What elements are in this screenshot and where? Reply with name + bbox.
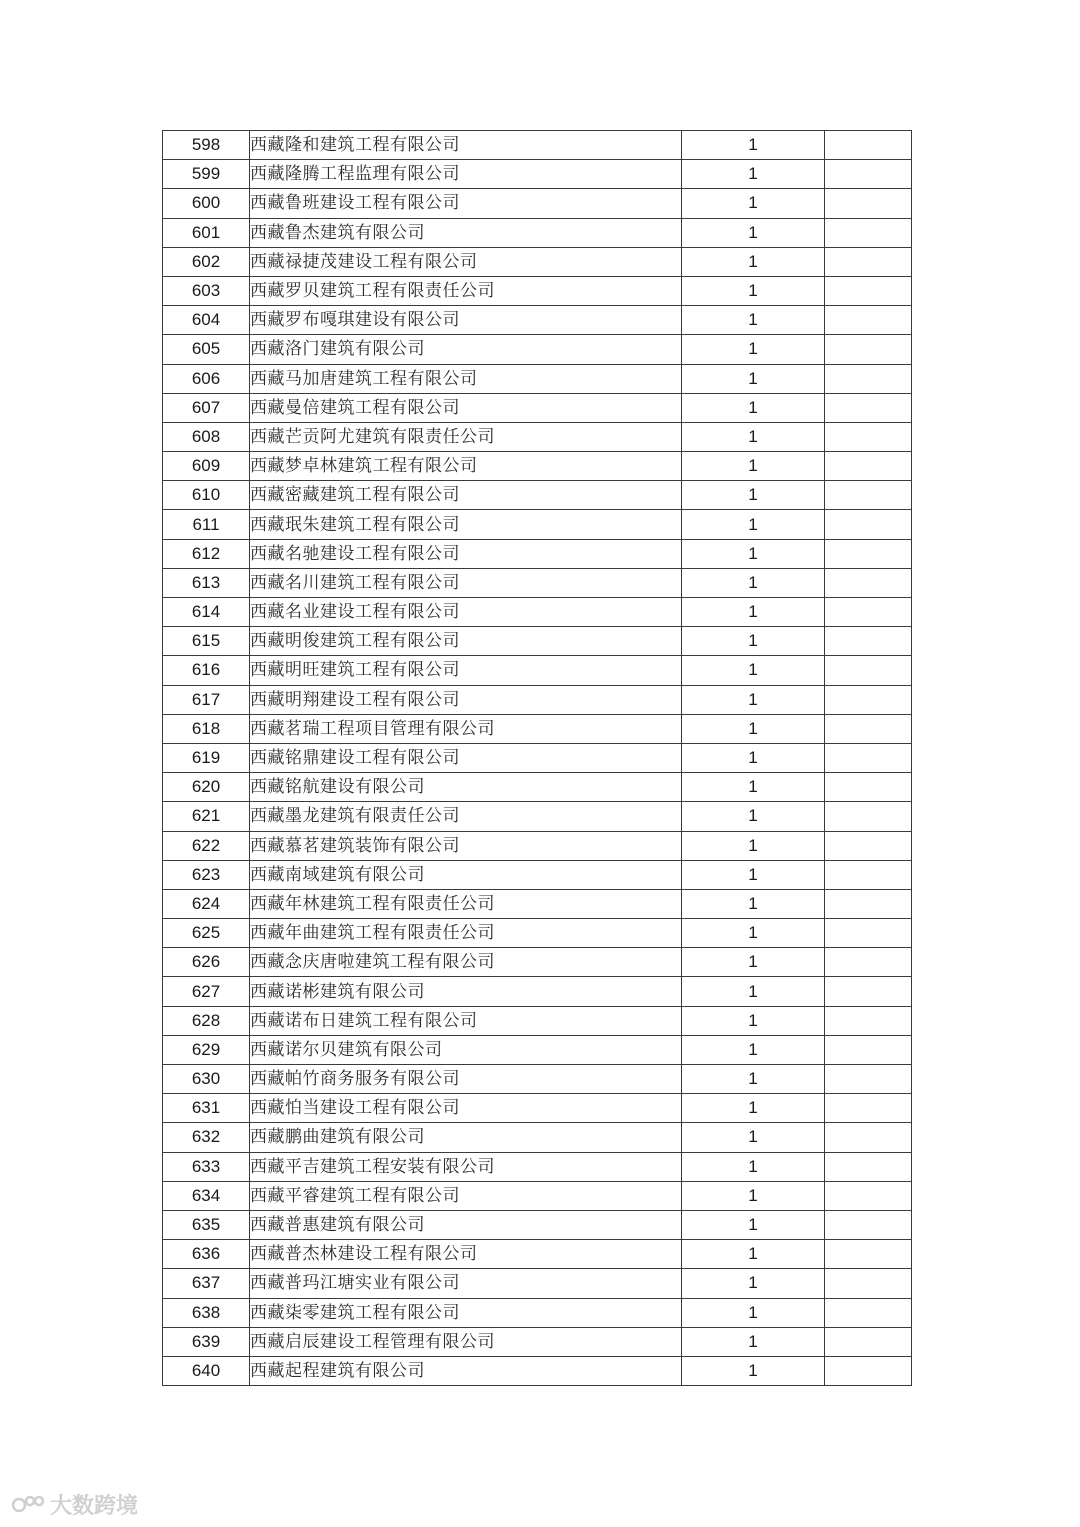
company-name-cell: 西藏帕竹商务服务有限公司 — [250, 1065, 682, 1094]
row-number-cell: 639 — [163, 1327, 250, 1356]
count-cell: 1 — [682, 1006, 825, 1035]
table-row — [163, 1123, 912, 1152]
table-row — [163, 598, 912, 627]
table-row — [163, 218, 912, 247]
row-number-cell: 623 — [163, 860, 250, 889]
row-number-cell: 616 — [163, 656, 250, 685]
table-row — [163, 1269, 912, 1298]
company-name-cell: 西藏年林建筑工程有限责任公司 — [250, 889, 682, 918]
note-cell — [825, 1327, 912, 1356]
row-number-cell: 604 — [163, 306, 250, 335]
note-cell — [825, 1065, 912, 1094]
company-name-cell: 西藏禄捷茂建设工程有限公司 — [250, 247, 682, 276]
row-number-cell: 612 — [163, 539, 250, 568]
company-name-cell: 西藏名业建设工程有限公司 — [250, 598, 682, 627]
note-cell — [825, 802, 912, 831]
company-name-cell: 西藏诺尔贝建筑有限公司 — [250, 1035, 682, 1064]
company-name-cell: 西藏罗布嘎琪建设有限公司 — [250, 306, 682, 335]
company-name-cell: 西藏名川建筑工程有限公司 — [250, 568, 682, 597]
table-row — [163, 977, 912, 1006]
note-cell — [825, 831, 912, 860]
table-row — [163, 919, 912, 948]
row-number-cell: 632 — [163, 1123, 250, 1152]
row-number-cell: 626 — [163, 948, 250, 977]
company-name-cell: 西藏起程建筑有限公司 — [250, 1356, 682, 1385]
note-cell — [825, 481, 912, 510]
company-name-cell: 西藏柒零建筑工程有限公司 — [250, 1298, 682, 1327]
count-cell: 1 — [682, 131, 825, 160]
row-number-cell: 619 — [163, 743, 250, 772]
count-cell: 1 — [682, 364, 825, 393]
table-row — [163, 831, 912, 860]
count-cell: 1 — [682, 1035, 825, 1064]
company-name-cell: 西藏诺布日建筑工程有限公司 — [250, 1006, 682, 1035]
count-cell: 1 — [682, 539, 825, 568]
company-name-cell: 西藏年曲建筑工程有限责任公司 — [250, 919, 682, 948]
note-cell — [825, 160, 912, 189]
row-number-cell: 625 — [163, 919, 250, 948]
row-number-cell: 622 — [163, 831, 250, 860]
count-cell: 1 — [682, 568, 825, 597]
table-row — [163, 306, 912, 335]
row-number-cell: 617 — [163, 685, 250, 714]
note-cell — [825, 1094, 912, 1123]
row-number-cell: 635 — [163, 1210, 250, 1239]
table-row — [163, 452, 912, 481]
table-row — [163, 1240, 912, 1269]
table-row — [163, 335, 912, 364]
table-row — [163, 627, 912, 656]
row-number-cell: 618 — [163, 714, 250, 743]
count-cell: 1 — [682, 335, 825, 364]
company-name-cell: 西藏鲁班建设工程有限公司 — [250, 189, 682, 218]
note-cell — [825, 422, 912, 451]
note-cell — [825, 189, 912, 218]
count-cell: 1 — [682, 598, 825, 627]
table-row — [163, 364, 912, 393]
note-cell — [825, 1298, 912, 1327]
table-row — [163, 189, 912, 218]
count-cell: 1 — [682, 481, 825, 510]
table-row — [163, 802, 912, 831]
row-number-cell: 634 — [163, 1181, 250, 1210]
note-cell — [825, 627, 912, 656]
company-name-cell: 西藏墨龙建筑有限责任公司 — [250, 802, 682, 831]
row-number-cell: 614 — [163, 598, 250, 627]
count-cell: 1 — [682, 802, 825, 831]
count-cell: 1 — [682, 831, 825, 860]
company-name-cell: 西藏怕当建设工程有限公司 — [250, 1094, 682, 1123]
row-number-cell: 631 — [163, 1094, 250, 1123]
count-cell: 1 — [682, 218, 825, 247]
count-cell: 1 — [682, 1327, 825, 1356]
table-row — [163, 393, 912, 422]
row-number-cell: 636 — [163, 1240, 250, 1269]
note-cell — [825, 743, 912, 772]
company-name-cell: 西藏鹏曲建筑有限公司 — [250, 1123, 682, 1152]
company-name-cell: 西藏隆腾工程监理有限公司 — [250, 160, 682, 189]
note-cell — [825, 218, 912, 247]
count-cell: 1 — [682, 685, 825, 714]
company-name-cell: 西藏明翔建设工程有限公司 — [250, 685, 682, 714]
row-number-cell: 613 — [163, 568, 250, 597]
note-cell — [825, 247, 912, 276]
count-cell: 1 — [682, 1298, 825, 1327]
company-name-cell: 西藏曼倍建筑工程有限公司 — [250, 393, 682, 422]
count-cell: 1 — [682, 1181, 825, 1210]
table-row — [163, 539, 912, 568]
note-cell — [825, 1356, 912, 1385]
table-row — [163, 568, 912, 597]
company-name-cell: 西藏罗贝建筑工程有限责任公司 — [250, 276, 682, 305]
count-cell: 1 — [682, 1152, 825, 1181]
count-cell: 1 — [682, 189, 825, 218]
count-cell: 1 — [682, 306, 825, 335]
table-row — [163, 131, 912, 160]
company-list-table — [162, 130, 912, 1386]
watermark — [12, 1489, 138, 1520]
count-cell: 1 — [682, 743, 825, 772]
count-cell: 1 — [682, 510, 825, 539]
company-name-cell: 西藏铭航建设有限公司 — [250, 773, 682, 802]
company-name-cell: 西藏茗瑞工程项目管理有限公司 — [250, 714, 682, 743]
table-row — [163, 1327, 912, 1356]
note-cell — [825, 1210, 912, 1239]
table-row — [163, 948, 912, 977]
table-row — [163, 1298, 912, 1327]
table-row — [163, 1210, 912, 1239]
table-row — [163, 1181, 912, 1210]
table-row — [163, 1094, 912, 1123]
row-number-cell: 607 — [163, 393, 250, 422]
note-cell — [825, 335, 912, 364]
table-row — [163, 1006, 912, 1035]
note-cell — [825, 364, 912, 393]
note-cell — [825, 276, 912, 305]
note-cell — [825, 539, 912, 568]
table-body — [163, 131, 912, 1386]
note-cell — [825, 1035, 912, 1064]
row-number-cell: 615 — [163, 627, 250, 656]
company-name-cell: 西藏明俊建筑工程有限公司 — [250, 627, 682, 656]
note-cell — [825, 919, 912, 948]
row-number-cell: 600 — [163, 189, 250, 218]
company-name-cell: 西藏平睿建筑工程有限公司 — [250, 1181, 682, 1210]
table-row — [163, 889, 912, 918]
count-cell: 1 — [682, 714, 825, 743]
company-name-cell: 西藏普玛江塘实业有限公司 — [250, 1269, 682, 1298]
row-number-cell: 620 — [163, 773, 250, 802]
note-cell — [825, 510, 912, 539]
note-cell — [825, 1269, 912, 1298]
count-cell: 1 — [682, 977, 825, 1006]
count-cell: 1 — [682, 1210, 825, 1239]
count-cell: 1 — [682, 247, 825, 276]
count-cell: 1 — [682, 452, 825, 481]
table-row — [163, 685, 912, 714]
company-name-cell: 西藏平吉建筑工程安装有限公司 — [250, 1152, 682, 1181]
count-cell: 1 — [682, 1123, 825, 1152]
company-name-cell: 西藏珉朱建筑工程有限公司 — [250, 510, 682, 539]
brand-logo-icon — [12, 1494, 46, 1516]
row-number-cell: 640 — [163, 1356, 250, 1385]
table-row — [163, 743, 912, 772]
note-cell — [825, 714, 912, 743]
note-cell — [825, 306, 912, 335]
row-number-cell: 602 — [163, 247, 250, 276]
company-name-cell: 西藏明旺建筑工程有限公司 — [250, 656, 682, 685]
count-cell: 1 — [682, 860, 825, 889]
company-name-cell: 西藏诺彬建筑有限公司 — [250, 977, 682, 1006]
row-number-cell: 609 — [163, 452, 250, 481]
count-cell: 1 — [682, 160, 825, 189]
company-name-cell: 西藏南域建筑有限公司 — [250, 860, 682, 889]
row-number-cell: 610 — [163, 481, 250, 510]
row-number-cell: 603 — [163, 276, 250, 305]
company-name-cell: 西藏铭鼎建设工程有限公司 — [250, 743, 682, 772]
row-number-cell: 629 — [163, 1035, 250, 1064]
row-number-cell: 637 — [163, 1269, 250, 1298]
count-cell: 1 — [682, 422, 825, 451]
row-number-cell: 608 — [163, 422, 250, 451]
note-cell — [825, 685, 912, 714]
company-name-cell: 西藏密藏建筑工程有限公司 — [250, 481, 682, 510]
count-cell: 1 — [682, 276, 825, 305]
count-cell: 1 — [682, 1356, 825, 1385]
note-cell — [825, 1006, 912, 1035]
company-name-cell: 西藏普杰林建设工程有限公司 — [250, 1240, 682, 1269]
watermark-text: 大数跨境 — [50, 1494, 139, 1519]
company-name-cell: 西藏马加唐建筑工程有限公司 — [250, 364, 682, 393]
company-name-cell: 西藏洛门建筑有限公司 — [250, 335, 682, 364]
row-number-cell: 605 — [163, 335, 250, 364]
table-row — [163, 656, 912, 685]
note-cell — [825, 131, 912, 160]
company-name-cell: 西藏念庆唐啦建筑工程有限公司 — [250, 948, 682, 977]
count-cell: 1 — [682, 919, 825, 948]
company-name-cell: 西藏隆和建筑工程有限公司 — [250, 131, 682, 160]
table-row — [163, 510, 912, 539]
row-number-cell: 611 — [163, 510, 250, 539]
table-row — [163, 773, 912, 802]
count-cell: 1 — [682, 1269, 825, 1298]
count-cell: 1 — [682, 889, 825, 918]
note-cell — [825, 948, 912, 977]
note-cell — [825, 860, 912, 889]
table-row — [163, 714, 912, 743]
note-cell — [825, 452, 912, 481]
row-number-cell: 627 — [163, 977, 250, 1006]
note-cell — [825, 568, 912, 597]
company-name-cell: 西藏梦卓林建筑工程有限公司 — [250, 452, 682, 481]
row-number-cell: 624 — [163, 889, 250, 918]
company-name-cell: 西藏鲁杰建筑有限公司 — [250, 218, 682, 247]
table-row — [163, 247, 912, 276]
count-cell: 1 — [682, 1240, 825, 1269]
company-name-cell: 西藏启辰建设工程管理有限公司 — [250, 1327, 682, 1356]
note-cell — [825, 773, 912, 802]
table-row — [163, 1356, 912, 1385]
table-row — [163, 481, 912, 510]
count-cell: 1 — [682, 627, 825, 656]
note-cell — [825, 1240, 912, 1269]
row-number-cell: 638 — [163, 1298, 250, 1327]
table-row — [163, 276, 912, 305]
company-name-cell: 西藏名驰建设工程有限公司 — [250, 539, 682, 568]
table-row — [163, 160, 912, 189]
count-cell: 1 — [682, 1065, 825, 1094]
note-cell — [825, 1123, 912, 1152]
count-cell: 1 — [682, 393, 825, 422]
table-row — [163, 860, 912, 889]
count-cell: 1 — [682, 656, 825, 685]
count-cell: 1 — [682, 1094, 825, 1123]
row-number-cell: 621 — [163, 802, 250, 831]
company-name-cell: 西藏普惠建筑有限公司 — [250, 1210, 682, 1239]
note-cell — [825, 656, 912, 685]
count-cell: 1 — [682, 773, 825, 802]
table-row — [163, 1035, 912, 1064]
note-cell — [825, 889, 912, 918]
count-cell: 1 — [682, 948, 825, 977]
note-cell — [825, 1181, 912, 1210]
row-number-cell: 633 — [163, 1152, 250, 1181]
note-cell — [825, 977, 912, 1006]
row-number-cell: 598 — [163, 131, 250, 160]
row-number-cell: 628 — [163, 1006, 250, 1035]
company-name-cell: 西藏慕茗建筑装饰有限公司 — [250, 831, 682, 860]
row-number-cell: 630 — [163, 1065, 250, 1094]
table-row — [163, 1152, 912, 1181]
row-number-cell: 599 — [163, 160, 250, 189]
row-number-cell: 606 — [163, 364, 250, 393]
table-row — [163, 1065, 912, 1094]
table-row — [163, 422, 912, 451]
company-name-cell: 西藏芒贡阿尤建筑有限责任公司 — [250, 422, 682, 451]
note-cell — [825, 393, 912, 422]
note-cell — [825, 1152, 912, 1181]
note-cell — [825, 598, 912, 627]
row-number-cell: 601 — [163, 218, 250, 247]
